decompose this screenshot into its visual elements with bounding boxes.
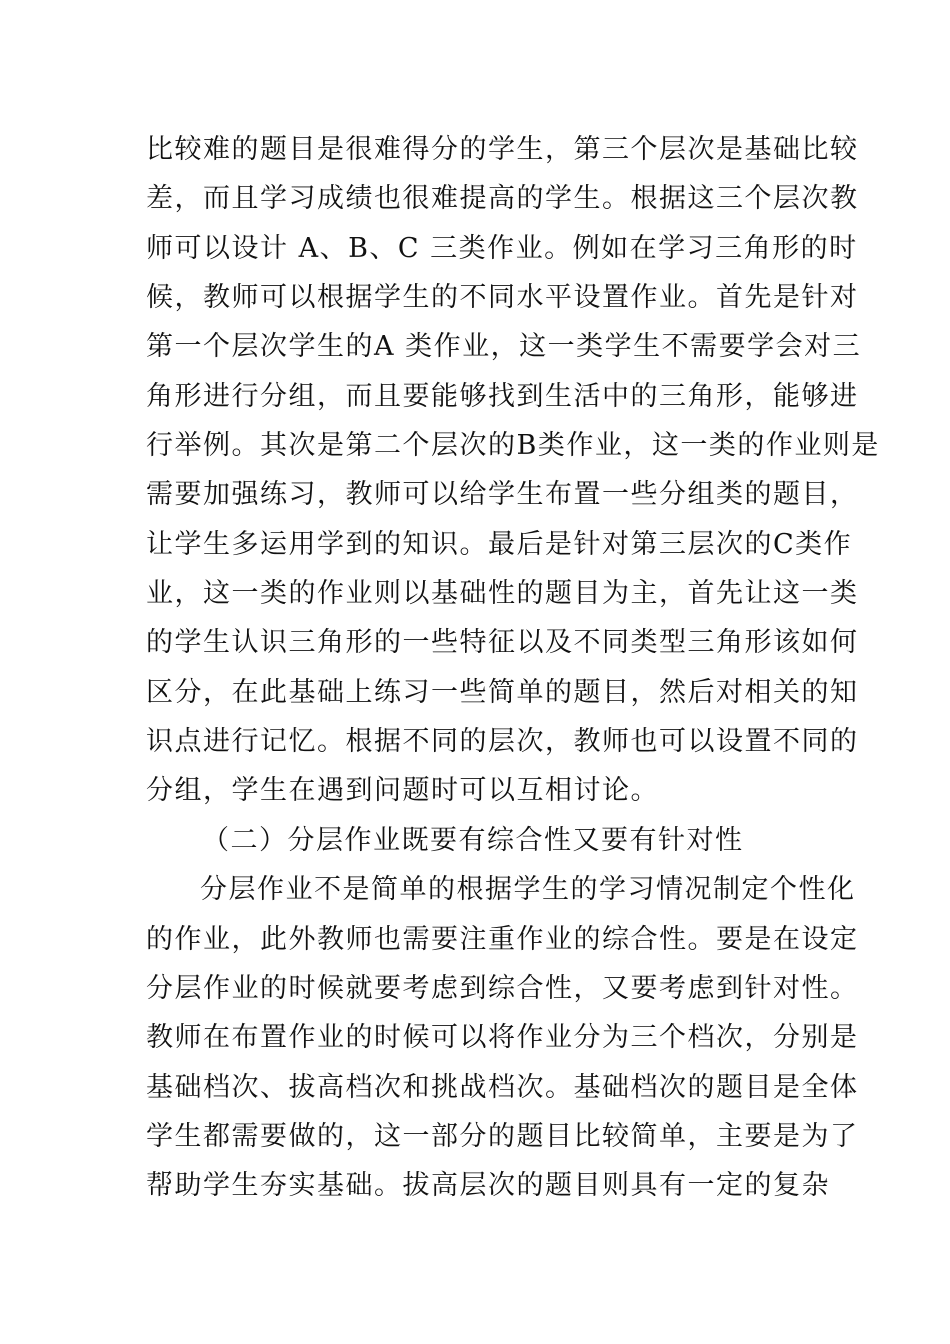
text-line: 识点进行记忆。根据不同的层次，教师也可以设置不同的 <box>146 726 859 758</box>
text-line: 行举例。其次是第二个层次的B类作业，这一类的作业则是 <box>146 430 880 462</box>
text-line: 角形进行分组，而且要能够找到生活中的三角形，能够进 <box>146 380 859 412</box>
text-line: 比较难的题目是很难得分的学生，第三个层次是基础比较 <box>146 134 859 165</box>
text-line: 业，这一类的作业则以基础性的题目为主，首先让这一类 <box>146 578 859 610</box>
text-line: 候，教师可以根据学生的不同水平设置作业。首先是针对 <box>146 282 859 314</box>
text-line: 的学生认识三角形的一些特征以及不同类型三角形该如何 <box>146 627 859 659</box>
text-line: 差，而且学习成绩也很难提高的学生。根据这三个层次教 <box>146 183 859 215</box>
text-line: 基础档次、拔高档次和挑战档次。基础档次的题目是全体 <box>146 1071 859 1103</box>
text-line: 第一个层次学生的A 类作业，这一类学生不需要学会对三 <box>146 331 862 363</box>
text-line: 教师在布置作业的时候可以将作业分为三个档次，分别是 <box>146 1022 859 1054</box>
text-line: 师可以设计 A、B、C 三类作业。例如在学习三角形的时 <box>146 232 858 264</box>
section-subheading: （二）分层作业既要有综合性又要有针对性 <box>202 824 744 856</box>
body-text <box>146 125 880 1211</box>
text-line: 分层作业的时候就要考虑到综合性，又要考虑到针对性。 <box>146 972 859 1004</box>
text-line: 学生都需要做的，这一部分的题目比较简单，主要是为了 <box>146 1120 859 1152</box>
text-line: 分组，学生在遇到问题时可以互相讨论。 <box>146 775 659 807</box>
text-line: 需要加强练习，教师可以给学生布置一些分组类的题目， <box>146 479 859 511</box>
text-line: 让学生多运用学到的知识。最后是针对第三层次的C类作 <box>146 528 853 560</box>
text-line: 的作业，此外教师也需要注重作业的综合性。要是在设定 <box>146 923 859 955</box>
text-line: 区分，在此基础上练习一些简单的题目，然后对相关的知 <box>146 676 859 708</box>
text-line: 分层作业不是简单的根据学生的学习情况制定个性化 <box>200 874 856 906</box>
text-line: 帮助学生夯实基础。拔高层次的题目则具有一定的复杂 <box>146 1170 830 1202</box>
